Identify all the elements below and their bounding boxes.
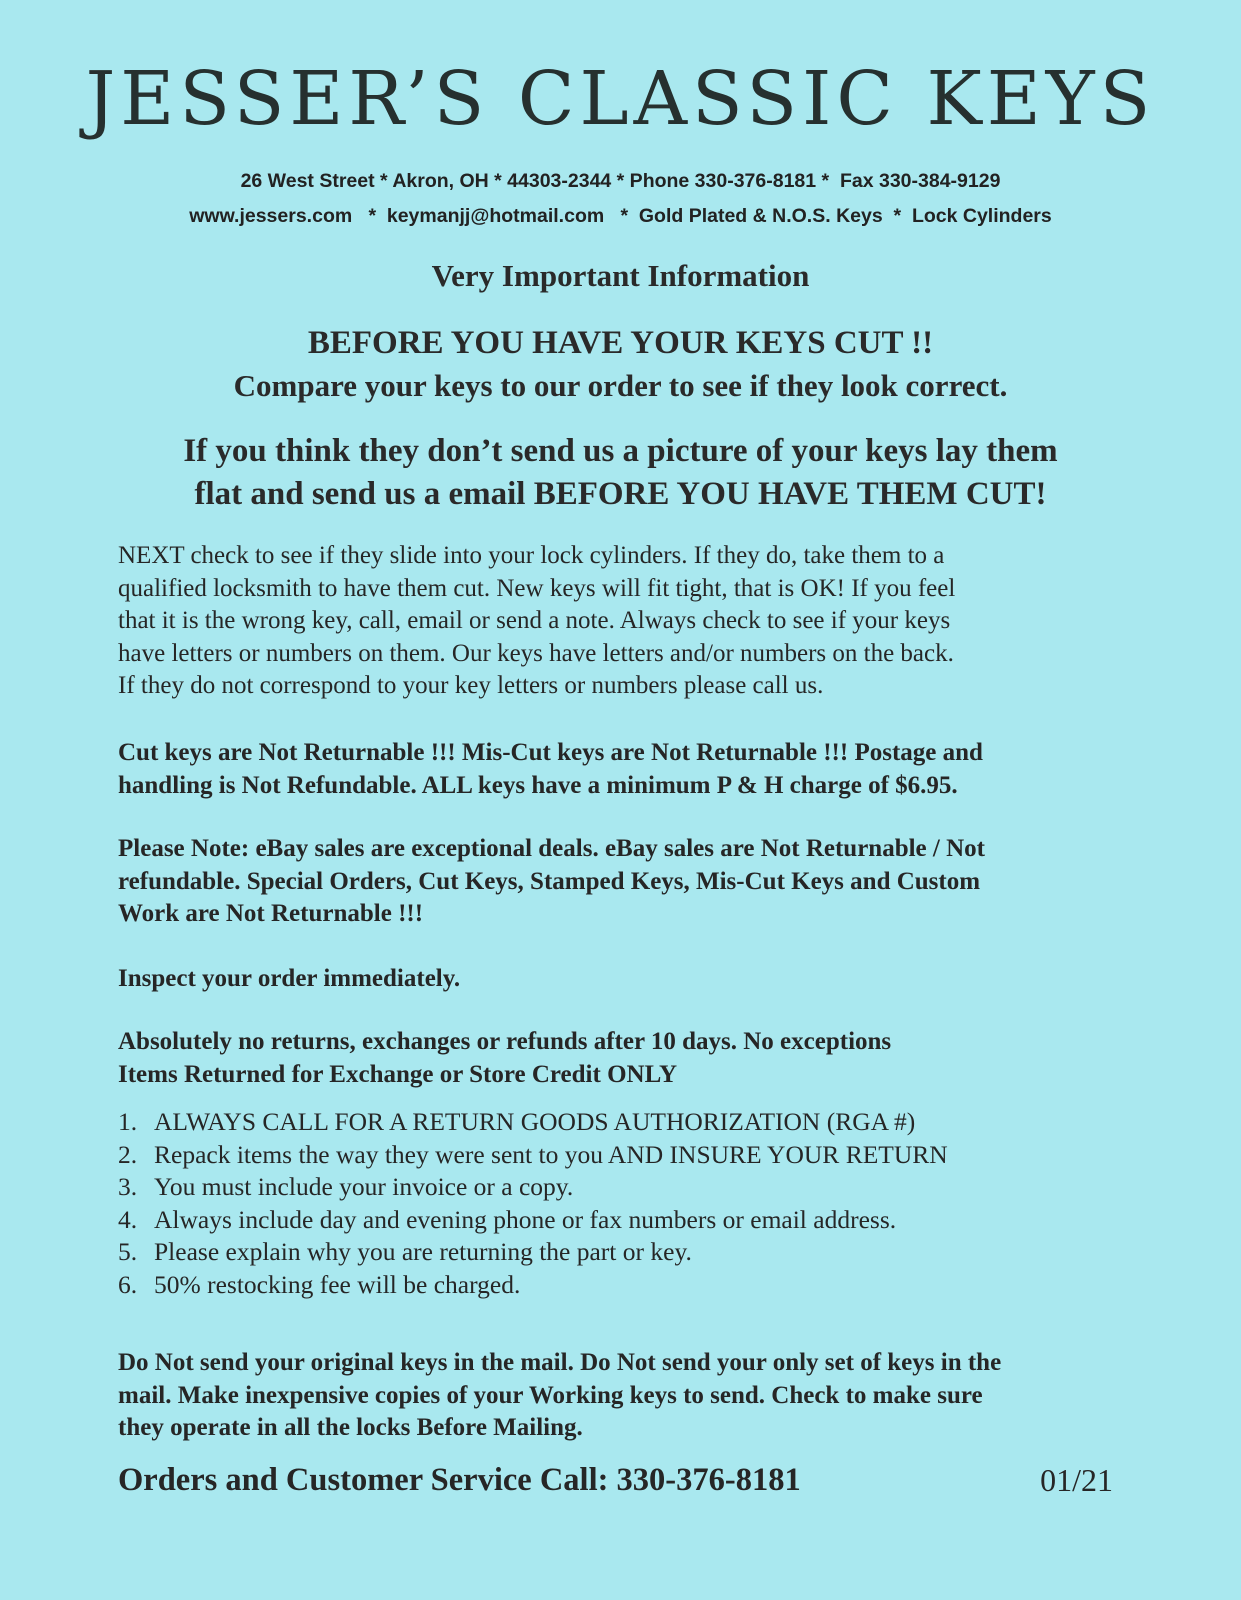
ebay-note-paragraph (118, 833, 1138, 931)
paragraph-line: handling is Not Refundable. ALL keys have a minimum P & H charge of $6.95. (118, 771, 958, 799)
next-paragraph (118, 540, 1138, 703)
think-heading-line-1: If you think they don’t send us a picture of your keys lay them (183, 433, 1058, 469)
compare-heading: Compare your keys to our order to see if they look correct. (233, 368, 1008, 403)
paragraph-line: Do Not send your original keys in the mail. Do Not send your only set of keys in the (118, 1349, 1002, 1376)
step-text: Please explain why you are returning the part or key. (154, 1237, 692, 1267)
cut-keys-paragraph (118, 737, 1138, 802)
paragraph-line: mail. Make inexpensive copies of your Working keys to send. Check to make sure (118, 1381, 983, 1409)
step-text: You must include your invoice or a copy. (154, 1172, 574, 1202)
return-steps-list (118, 1106, 1138, 1302)
paragraph-line: have letters or numbers on them. Our keys have letters and/or numbers on the back. (118, 639, 954, 667)
paragraph-line: Work are Not Returnable !!! (118, 900, 424, 927)
paragraph-line: they operate in all the locks Before Mailing. (118, 1414, 583, 1441)
list-item (118, 1236, 1138, 1269)
address-line: 26 West Street * Akron, OH * 44303-2344 * Phone 330-376-8181 * Fax 330-384-9129 (240, 170, 1001, 192)
list-item (118, 1106, 1138, 1139)
step-text: Repack items the way they were sent to you AND INSURE YOUR RETURN (154, 1139, 948, 1169)
paragraph-line: qualified locksmith to have them cut. New keys will fit tight, that is OK! If you feel (118, 574, 956, 602)
step-number: 2. (118, 1139, 138, 1169)
paragraph-line: Items Returned for Exchange or Store Credit ONLY (118, 1060, 677, 1088)
step-text: 50% restocking fee will be charged. (154, 1269, 521, 1299)
paragraph-line: If they do not correspond to your key letters or numbers please call us. (118, 672, 824, 699)
returns-policy-paragraph (118, 1026, 1138, 1091)
step-number: 5. (118, 1237, 138, 1267)
paragraph-line: refundable. Special Orders, Cut Keys, Stamped Keys, Mis-Cut Keys and Custom (118, 867, 981, 895)
paragraph-line: Cut keys are Not Returnable !!! Mis-Cut keys are Not Returnable !!! Postage and (118, 739, 983, 766)
step-number: 4. (118, 1204, 138, 1234)
customer-service-line: Orders and Customer Service Call: 330-376-8181 (118, 1462, 801, 1498)
list-item (118, 1139, 1138, 1172)
inspect-paragraph: Inspect your order immediately. (118, 965, 461, 992)
company-title: JESSER’S CLASSIC KEYS (85, 56, 1156, 142)
list-item (118, 1269, 1138, 1302)
step-text: Always include day and evening phone or fax numbers or email address. (154, 1204, 897, 1234)
paragraph-line: that it is the wrong key, call, email or send a note. Always check to see if your keys (118, 607, 951, 634)
think-heading-line-2: flat and send us a email BEFORE YOU HAVE THEM CUT! (194, 476, 1047, 512)
important-heading: Very Important Information (431, 258, 810, 293)
mail-warning-paragraph (118, 1347, 1138, 1445)
step-text: ALWAYS CALL FOR A RETURN GOODS AUTHORIZATION (RGA #) (154, 1107, 916, 1136)
list-item (118, 1171, 1138, 1204)
before-heading: BEFORE YOU HAVE YOUR KEYS CUT !! (307, 325, 934, 361)
web-line: www.jessers.com * keymanjj@hotmail.com * Gold Plated & N.O.S. Keys * Lock Cylinders (189, 205, 1052, 227)
revision-date: 01/21 (1040, 1462, 1113, 1498)
paragraph-line: Absolutely no returns, exchanges or refunds after 10 days. No exceptions (118, 1028, 892, 1055)
list-item (118, 1204, 1138, 1237)
step-number: 3. (118, 1172, 138, 1202)
step-number: 6. (118, 1269, 138, 1299)
paragraph-line: Please Note: eBay sales are exceptional deals. eBay sales are Not Returnable / Not (118, 835, 985, 862)
paragraph-line: NEXT check to see if they slide into your lock cylinders. If they do, take them to a (118, 542, 945, 569)
step-number: 1. (118, 1107, 138, 1136)
